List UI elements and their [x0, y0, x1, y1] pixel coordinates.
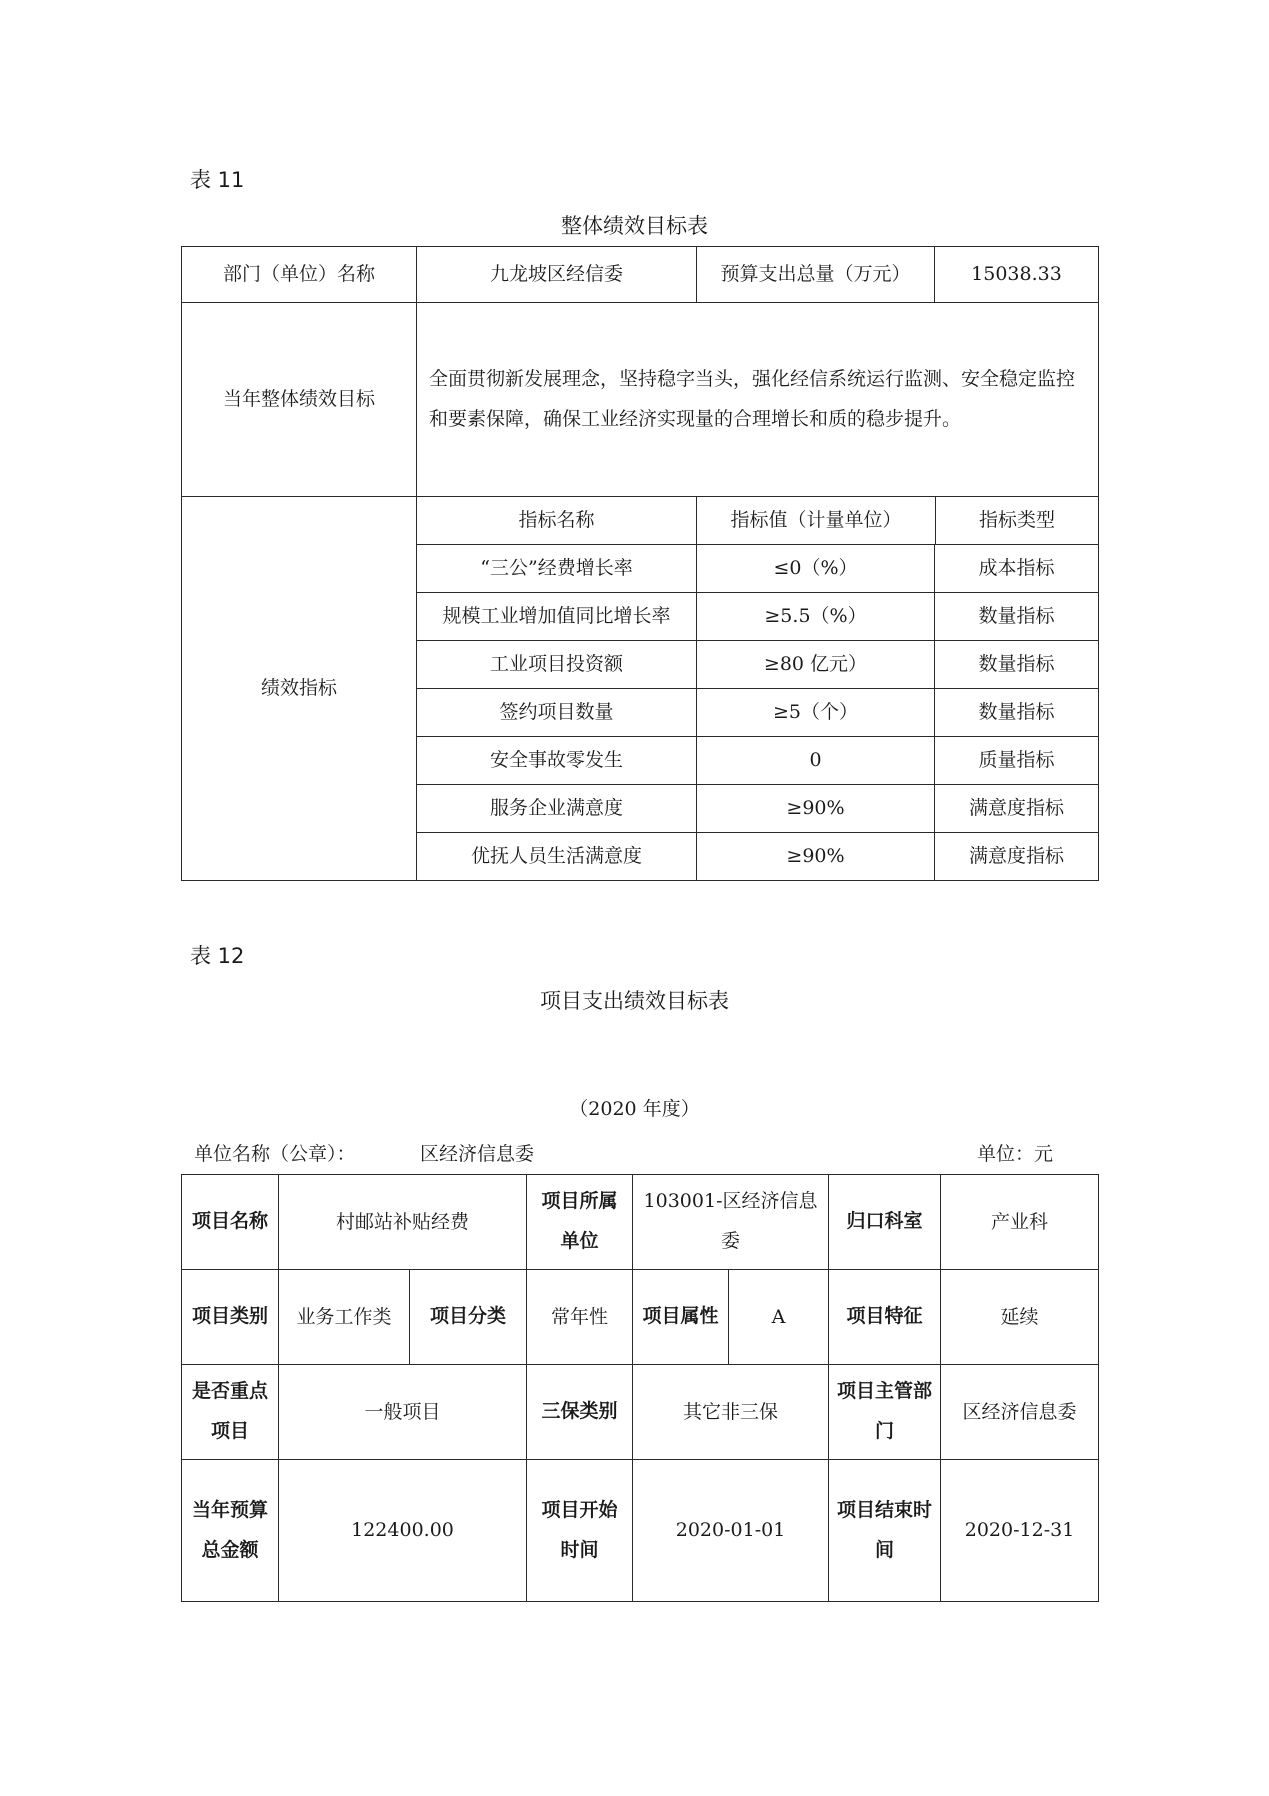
indicator-name: 优抚人员生活满意度	[417, 833, 697, 881]
managing-dept-label: 项目主管部门	[829, 1365, 941, 1460]
table11-title: 整体绩效目标表	[561, 214, 708, 238]
attribute-label: 项目属性	[633, 1270, 729, 1365]
indicator-value: 0	[697, 737, 935, 785]
unit-name-value: 区经济信息委	[420, 1143, 535, 1165]
indicator-value: ≥5.5（%）	[697, 593, 935, 641]
indicator-name: 签约项目数量	[417, 689, 697, 737]
table12-title: 项目支出绩效目标表	[540, 989, 729, 1013]
sanbao-value: 其它非三保	[633, 1365, 829, 1460]
key-project-label: 是否重点项目	[182, 1365, 279, 1460]
office-label: 归口科室	[829, 1175, 941, 1270]
indicator-type: 满意度指标	[935, 785, 1099, 833]
indicator-name: 服务企业满意度	[417, 785, 697, 833]
office-value: 产业科	[941, 1175, 1099, 1270]
indicator-type: 数量指标	[935, 593, 1099, 641]
table12-label: 表 12	[190, 944, 245, 968]
project-name-label: 项目名称	[182, 1175, 279, 1270]
dept-value: 九龙坡区经信委	[417, 247, 697, 303]
goal-text: 全面贯彻新发展理念，坚持稳字当头，强化经信系统运行监测、安全稳定监控和要素保障，确保工业经济实现量的合理增长和质的稳步提升。	[417, 303, 1099, 497]
table11-label: 表 11	[190, 168, 245, 192]
start-time-label: 项目开始时间	[527, 1460, 633, 1602]
column-header: 指标类型	[978, 509, 1055, 532]
indicator-name: 规模工业增加值同比增长率	[417, 593, 697, 641]
end-time-label: 项目结束时间	[829, 1460, 941, 1602]
project-performance-table	[181, 1174, 1099, 1602]
category-value: 业务工作类	[279, 1270, 410, 1365]
start-time-value: 2020-01-01	[633, 1460, 829, 1602]
indicator-name: 工业项目投资额	[417, 641, 697, 689]
owner-value: 103001-区经济信息委	[633, 1175, 829, 1270]
budget-amount-label: 当年预算总金额	[182, 1460, 279, 1602]
project-name-value: 村邮站补贴经费	[279, 1175, 527, 1270]
column-header: 指标名称	[417, 497, 697, 545]
budget-label: 预算支出总量（万元）	[697, 247, 935, 303]
budget-amount-value: 122400.00	[279, 1460, 527, 1602]
indicator-value: ≥90%	[697, 833, 935, 881]
indicator-value: ≥90%	[697, 785, 935, 833]
unit-name-label: 单位名称（公章）：	[194, 1143, 356, 1165]
indicator-value: ≥5（个）	[697, 689, 935, 737]
indicator-value: ≤0（%）	[697, 545, 935, 593]
attribute-value: A	[729, 1270, 829, 1365]
indicator-section-label: 绩效指标	[182, 497, 417, 881]
column-header: 指标值（计量单位）	[697, 497, 936, 544]
classification-label: 项目分类	[410, 1270, 527, 1365]
feature-value: 延续	[941, 1270, 1099, 1365]
sanbao-label: 三保类别	[527, 1365, 633, 1460]
overall-performance-table	[181, 246, 1099, 881]
end-time-value: 2020-12-31	[941, 1460, 1099, 1602]
unit-label: 单位：元	[977, 1143, 1054, 1165]
budget-value: 15038.33	[935, 247, 1099, 303]
indicator-type: 满意度指标	[935, 833, 1099, 881]
fiscal-year: （2020 年度）	[569, 1098, 700, 1120]
indicator-type: 成本指标	[935, 545, 1099, 593]
goal-label: 当年整体绩效目标	[182, 303, 417, 497]
indicator-type: 数量指标	[935, 641, 1099, 689]
indicator-type: 数量指标	[935, 689, 1099, 737]
indicator-name: 安全事故零发生	[417, 737, 697, 785]
feature-label: 项目特征	[829, 1270, 941, 1365]
classification-value: 常年性	[527, 1270, 633, 1365]
indicator-type: 质量指标	[935, 737, 1099, 785]
owner-label: 项目所属单位	[527, 1175, 633, 1270]
category-label: 项目类别	[182, 1270, 279, 1365]
dept-label: 部门（单位）名称	[182, 247, 417, 303]
managing-dept-value: 区经济信息委	[941, 1365, 1099, 1460]
indicator-name: “三公”经费增长率	[417, 545, 697, 593]
indicator-value: ≥80 亿元）	[697, 641, 935, 689]
key-project-value: 一般项目	[279, 1365, 527, 1460]
